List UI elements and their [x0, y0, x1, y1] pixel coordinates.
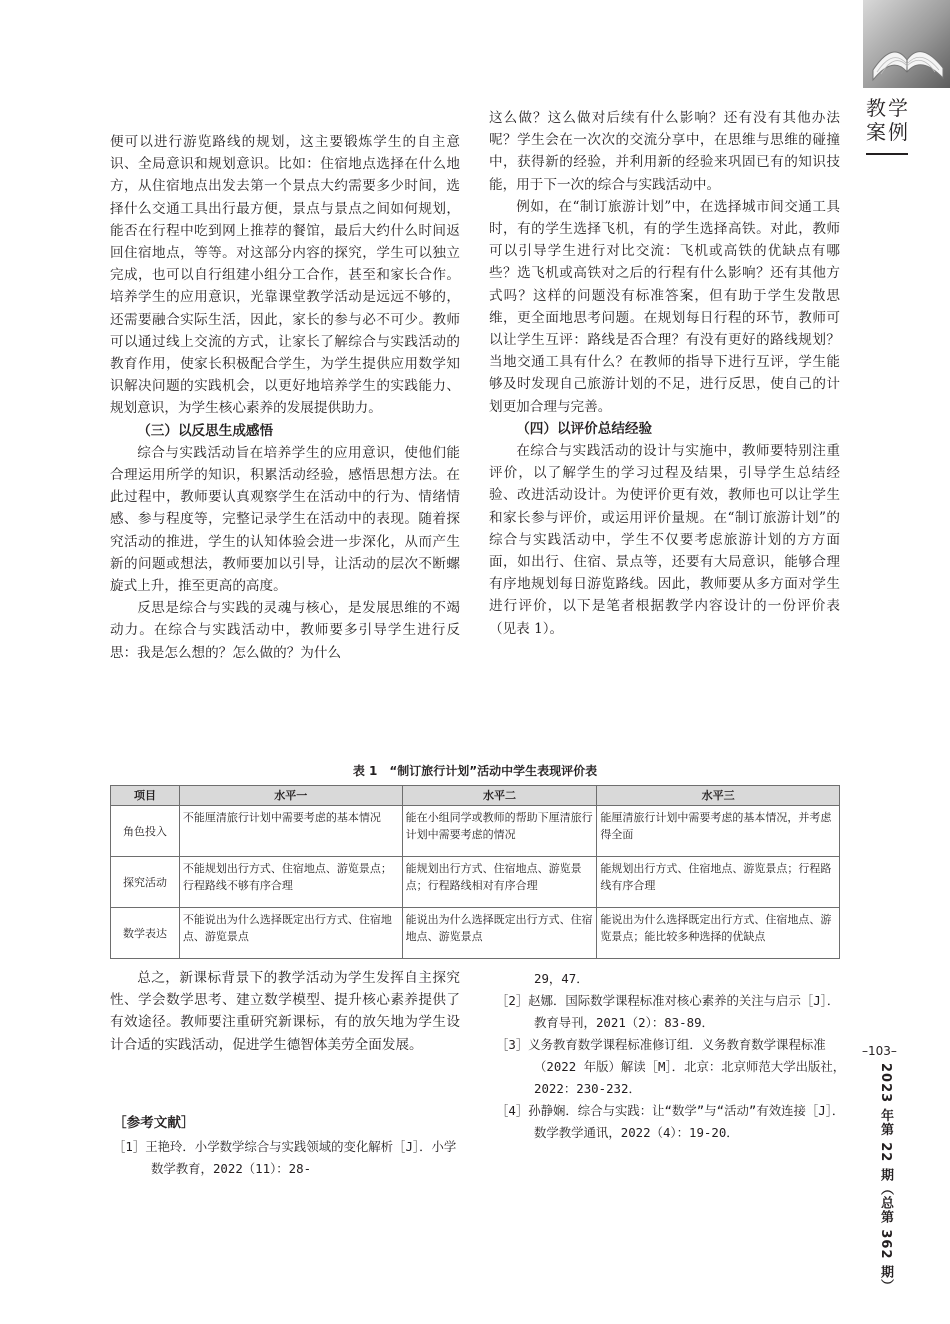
paragraph: 总之，新课标背景下的教学活动为学生发挥自主探究性、学会数学思考、建立数学模型、提升核心素养提供了有效途径。教师要注重研究新课标，有的放矢地为学生设计合适的实践活动，促进学生德智体美劳全面发展。: [110, 970, 460, 1053]
table-cell: 能厘清旅行计划中需要考虑的基本情况，并考虑得全面: [597, 806, 840, 857]
subheading: （四）以评价总结经验: [516, 420, 653, 437]
book-photo: [863, 0, 950, 88]
references-left: [113, 1136, 463, 1180]
reference-item: ［4］孙静娴．综合与实践：让“数学”与“活动”有效连接［J］．数学教学通讯，2022（4）：19-20．: [496, 1103, 845, 1140]
table-cell: 不能规划出行方式、住宿地点、游览景点；行程路线不够有序合理: [179, 857, 402, 908]
table-cell: 角色投入: [111, 806, 180, 857]
right-column: [489, 107, 840, 640]
table-cell: 不能厘清旅行计划中需要考虑的基本情况: [179, 806, 402, 857]
table-cell: 能规划出行方式、住宿地点、游览景点；行程路线相对有序合理: [402, 857, 597, 908]
table-title: 表 1 “制订旅行计划”活动中学生表现评价表: [352, 764, 598, 778]
table-cell: 能说出为什么选择既定出行方式、住宿地点、游览景点: [402, 908, 597, 959]
table-row: [111, 806, 840, 857]
table-header: 水平三: [597, 786, 840, 806]
subheading: （三）以反思生成感悟: [137, 422, 274, 439]
page-number: –103–: [862, 1044, 897, 1058]
table-cell: 探究活动: [111, 857, 180, 908]
table-cell: 能规划出行方式、住宿地点、游览景点；行程路线有序合理: [597, 857, 840, 908]
table-header: 项目: [111, 786, 180, 806]
reference-item: ［2］赵娜．国际数学课程标准对核心素养的关注与启示［J］．教育导刊，2021（2）：83-89．: [496, 993, 840, 1030]
references-heading: ［参考文献］: [113, 1115, 195, 1131]
paragraph: 这么做？这么做对后续有什么影响？还有没有其他办法呢？学生会在一次次的交流分享中，在思维与思维的碰撞中，获得新的经验，并利用新的经验来巩固已有的知识技能，用于下一次的综合与实践活动中。: [489, 110, 840, 193]
table-row: [111, 857, 840, 908]
evaluation-table: [110, 785, 840, 959]
conclusion: [110, 967, 460, 1056]
table-cell: 能说出为什么选择既定出行方式、住宿地点、游览景点；能比较多种选择的优缺点: [597, 908, 840, 959]
table-cell: 能在小组同学或教师的帮助下厘清旅行计划中需要考虑的情况: [402, 806, 597, 857]
paragraph: 综合与实践活动旨在培养学生的应用意识，使他们能合理运用所学的知识，积累活动经验，感悟思想方法。在此过程中，教师要认真观察学生在活动中的行为、情绪情感、参与程度等，完整记录学生在活动中的表现。随着探究活动的推进，学生的认知体验会进一步深化，从而产生新的问题或想法，教师要加以引导，让活动的层次不断螺旋式上升，推至更高的高度。: [110, 444, 460, 595]
paragraph: 便可以进行游览路线的规划，这主要锻炼学生的自主意识、全局意识和规划意识。比如：住宿地点选择在什么地方，从住宿地点出发去第一个景点大约需要多少时间，选择什么交通工具出行最方便，景点与景点之间如何规划，能否在行程中吃到网上推荐的餐馆，最后大约什么时间返回住宿地点，等等。对这部分内容的探究，学生可以独立完成，也可以自行组建小组分工合作，甚至和家长合作。培养学生的应用意识，光靠课堂教学活动是远远不够的，还需要融合实际生活，因此，家长的参与必不可少。教师可以通过线上交流的方式，让家长了解综合与实践活动的教育作用，使家长积极配合学生，为学生提供应用数学知识解决问题的实践机会，以更好地培养学生的实践能力、规划意识，为学生核心素养的发展提供助力。: [110, 134, 460, 417]
table-header-row: [111, 786, 840, 806]
references-right: [496, 968, 846, 1144]
table-cell: 数学表达: [111, 908, 180, 959]
table-cell: 不能说出为什么选择既定出行方式、住宿地点、游览景点: [179, 908, 402, 959]
reference-item: ［3］义务教育数学课程标准修订组．义务教育数学课程标准（2022 年版）解读［M］．北京：北京师范大学出版社，2022：230-232．: [496, 1037, 846, 1096]
left-column: [110, 131, 460, 664]
table-header: 水平一: [179, 786, 402, 806]
table-header: 水平二: [402, 786, 597, 806]
paragraph: 在综合与实践活动的设计与实施中，教师要特别注重评价，以了解学生的学习过程及结果，引导学生总结经验、改进活动设计。为使评价更有效，教师也可以让学生和家长参与评价，或运用评价量规。在“制订旅游计划”的综合与实践活动中，学生不仅要考虑旅游计划的方方面面，如出行、住宿、景点等，还要有大局意识，能够合理有序地规划每日游览路线。因此，教师要从多方面对学生进行评价，以下是笔者根据教学内容设计的一份评价表（见表 1）。: [489, 443, 840, 637]
section-label: 教学案例: [866, 96, 910, 144]
paragraph: 例如，在“制订旅游计划”中，在选择城市间交通工具时，有的学生选择飞机，有的学生选择高铁。对此，教师可以引导学生进行对比交流：飞机或高铁的优缺点有哪些？选飞机或高铁对之后的行程有什么影响？还有其他方式吗？这样的问题没有标准答案，但有助于学生发散思维，更全面地思考问题。在规划每日行程的环节，教师可以让学生互评：路线是否合理？有没有更好的路线规划？当地交通工具有什么？在教师的指导下进行互评，学生能够及时发现自己旅游计划的不足，进行反思，使自己的计划更加合理与完善。: [489, 198, 840, 415]
reference-continuation: 29，47．: [534, 971, 589, 986]
table-row: [111, 908, 840, 959]
reference-item: ［1］王艳玲．小学数学综合与实践领域的变化解析［J］．小学数学教育，2022（11）：28-: [113, 1139, 457, 1176]
paragraph: 反思是综合与实践的灵魂与核心，是发展思维的不竭动力。在综合与实践活动中，教师要多引导学生进行反思：我是怎么想的？怎么做的？为什么: [110, 600, 460, 661]
issue-label: 2023 年第 22 期（总第 362 期）: [878, 1063, 893, 1294]
open-book-icon: [863, 0, 950, 88]
section-rule: [866, 153, 908, 155]
